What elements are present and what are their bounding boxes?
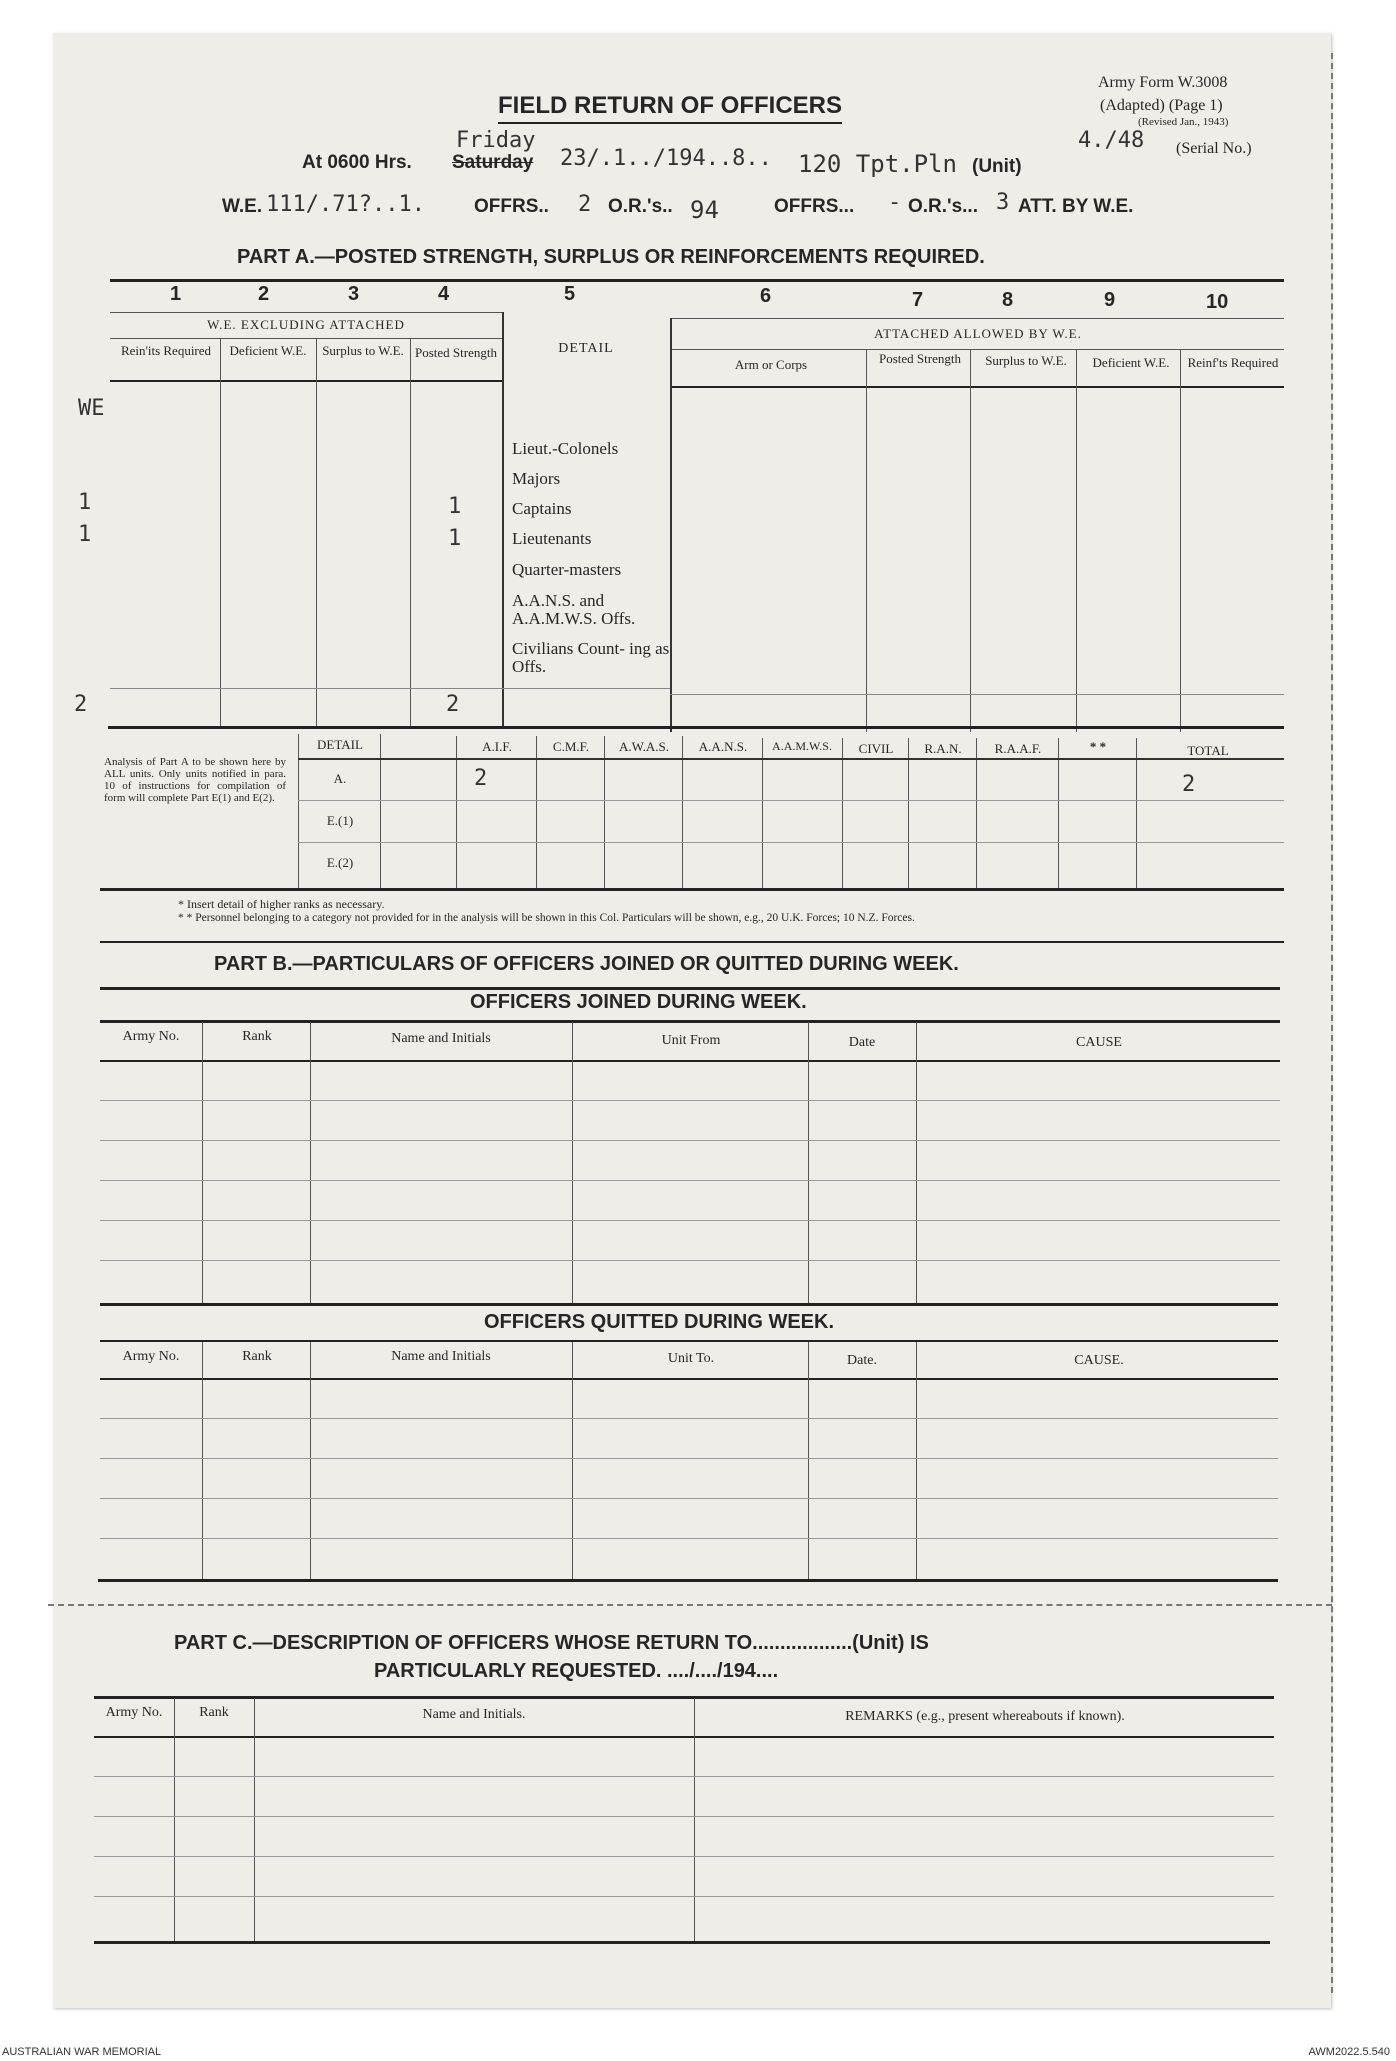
date-value: 23/.1../194..8.. <box>560 146 772 171</box>
rule <box>100 1140 1280 1141</box>
rank-quarter-masters: Quarter-masters <box>512 560 622 579</box>
analysis-total-a-value: 2 <box>1182 772 1196 797</box>
analysis-row-e1: E.(1) <box>326 813 354 828</box>
rule <box>410 338 411 728</box>
rule <box>100 1220 1280 1221</box>
analysis-col-detail: DETAIL <box>317 737 363 752</box>
rank-lieutenants: Lieutenants <box>512 529 592 548</box>
analysis-col-awas: A.W.A.S. <box>618 739 670 754</box>
col-number: 2 <box>258 283 270 305</box>
rule <box>916 1022 917 1304</box>
rule <box>110 688 670 689</box>
col-number: 3 <box>348 283 360 305</box>
rule <box>670 694 1284 695</box>
analysis-note: Analysis of Part A to be shown here by ALL units. Only units notified in para. 10 of instructions for compilation of form will complete Part E(1) and E(2). <box>104 756 286 804</box>
rule <box>1076 349 1077 732</box>
rule <box>100 1340 1278 1342</box>
form-title: FIELD RETURN OF OFFICERS <box>498 92 842 124</box>
joined-col-cause: CAUSE <box>1076 1035 1122 1050</box>
analysis-col-cmf: C.M.F. <box>552 739 590 754</box>
header-deficient: Deficient W.E. <box>229 343 307 358</box>
analysis-col-aans: A.A.N.S. <box>698 739 748 754</box>
rule <box>310 1342 311 1580</box>
rule <box>174 1698 175 1942</box>
rank-majors: Majors <box>512 469 561 488</box>
rank-captains: Captains <box>512 499 572 518</box>
analysis-col-ran: R.A.N. <box>924 741 962 756</box>
rank-civilians: Civilians Count- ing as Offs. <box>512 639 670 676</box>
ors-att-value: 3 <box>996 190 1010 215</box>
rule <box>94 1736 1274 1738</box>
serial-value: 4./48 <box>1078 128 1145 153</box>
header-arm-corps: Arm or Corps <box>734 357 808 372</box>
ors-value: 94 <box>690 196 719 224</box>
rule <box>110 338 502 339</box>
rule <box>808 1342 809 1580</box>
rule <box>298 800 1284 801</box>
rule <box>100 1418 1278 1419</box>
part-c-col-remarks: REMARKS (e.g., present whereabouts if known). <box>845 1709 1125 1724</box>
day-struck: Saturday <box>452 152 534 173</box>
offrs-value: 2 <box>578 192 592 217</box>
rule <box>110 312 502 313</box>
col-number: 7 <box>912 289 924 311</box>
rule <box>100 1020 1280 1023</box>
col-number: 9 <box>1104 289 1116 311</box>
rule <box>672 318 1284 319</box>
rule <box>94 1941 1270 1944</box>
form-adapted: (Adapted) (Page 1) <box>1100 97 1223 114</box>
rule <box>908 738 909 890</box>
analysis-col-total: TOTAL <box>1187 743 1229 758</box>
quitted-col-unit-to: Unit To. <box>667 1351 715 1366</box>
we-label: W.E. <box>222 196 263 217</box>
rule <box>202 1342 203 1580</box>
reinfts-total-value: 2 <box>74 692 88 717</box>
footnote-2: * * Personnel belonging to a category not provided for in the analysis will be shown in this Col. Particulars will be shown, e.g., 20 U.K. Forces; 10 N.Z. Forces. <box>178 912 915 924</box>
col-number: 10 <box>1206 291 1229 313</box>
analysis-col-other: * * <box>1089 739 1107 754</box>
part-c-col-name: Name and Initials. <box>422 1707 526 1722</box>
rule <box>310 1022 311 1304</box>
quitted-col-name: Name and Initials <box>391 1349 491 1364</box>
at-hours-label: At 0600 Hrs. <box>302 152 412 173</box>
rule <box>100 1498 1278 1499</box>
header-posted-att: Posted Strength <box>879 351 961 366</box>
quitted-col-army-no: Army No. <box>122 1349 180 1364</box>
col-number: 6 <box>760 285 772 307</box>
rule <box>970 349 971 732</box>
rule <box>100 1378 1278 1380</box>
rule <box>94 1896 1274 1897</box>
rule <box>100 987 1280 990</box>
rule <box>298 842 1284 843</box>
rule <box>672 386 1284 388</box>
part-a-title: PART A.—POSTED STRENGTH, SURPLUS OR REINFORCEMENTS REQUIRED. <box>237 246 985 268</box>
captains-reinfts-value: 1 <box>78 490 92 515</box>
rule <box>1136 738 1137 890</box>
rule <box>694 1698 695 1942</box>
rule <box>98 1579 1278 1582</box>
rule <box>808 1022 809 1304</box>
header-reinfts: Rein'its Required <box>120 343 212 358</box>
rule <box>100 1260 1280 1261</box>
joined-col-army-no: Army No. <box>122 1029 180 1044</box>
col-number: 8 <box>1002 289 1014 311</box>
part-b-title: PART B.—PARTICULARS OF OFFICERS JOINED OR QUITTED DURING WEEK. <box>214 953 959 975</box>
header-surplus-att: Surplus to W.E. <box>985 353 1067 368</box>
header-surplus: Surplus to W.E. <box>322 343 404 358</box>
rule <box>672 349 1284 350</box>
analysis-row-e2: E.(2) <box>326 855 354 870</box>
header-reinfts-att: Reinf'ts Required <box>1187 355 1279 370</box>
rule <box>100 941 1284 943</box>
rule <box>502 312 504 726</box>
joined-col-rank: Rank <box>242 1029 272 1044</box>
offrs-label: OFFRS.. <box>474 196 549 217</box>
rule <box>298 758 1284 760</box>
part-c-title-line1: PART C.—DESCRIPTION OF OFFICERS WHOSE RETURN TO..................(Unit) IS <box>174 1632 929 1654</box>
header-deficient-att: Deficient W.E. <box>1092 355 1170 370</box>
lieutenants-posted-value: 1 <box>448 526 462 551</box>
rule <box>94 1816 1274 1817</box>
day-typed: Friday <box>456 128 536 153</box>
unit-value: 120 Tpt.Pln <box>798 150 957 178</box>
form-number: Army Form W.3008 <box>1098 74 1228 91</box>
header-posted: Posted Strength <box>415 345 497 360</box>
analysis-col-raaf: R.A.A.F. <box>994 741 1042 756</box>
lieutenants-reinfts-value: 1 <box>78 522 92 547</box>
form-revised: (Revised Jan., 1943) <box>1138 116 1229 128</box>
joined-col-unit-from: Unit From <box>661 1033 721 1048</box>
rule <box>100 1303 1278 1306</box>
rule <box>94 1776 1274 1777</box>
footer-accession: AWM2022.5.540 <box>1308 2046 1390 2058</box>
rule <box>100 888 1284 891</box>
part-c-title-line2: PARTICULARLY REQUESTED. ..../..../194.... <box>374 1660 779 1682</box>
quitted-title: OFFICERS QUITTED DURING WEEK. <box>484 1311 834 1333</box>
footnote-1: * Insert detail of higher ranks as necessary. <box>178 897 385 911</box>
offrs-att-label: OFFRS... <box>774 196 855 217</box>
rule <box>762 738 763 890</box>
rule <box>100 1458 1278 1459</box>
analysis-aif-a-value: 2 <box>474 766 488 791</box>
rule <box>94 1696 1274 1699</box>
rule <box>108 726 1284 729</box>
footer-credit: AUSTRALIAN WAR MEMORIAL <box>2 2046 162 2058</box>
analysis-col-civil: CIVIL <box>858 741 894 756</box>
rank-aans-aamws: A.A.N.S. and A.A.M.W.S. Offs. <box>512 591 636 628</box>
joined-title: OFFICERS JOINED DURING WEEK. <box>470 991 807 1013</box>
part-c-col-army-no: Army No. <box>105 1705 163 1720</box>
captains-posted-value: 1 <box>448 494 462 519</box>
quitted-col-date: Date. <box>847 1353 877 1368</box>
analysis-col-aif: A.I.F. <box>482 739 512 754</box>
rule <box>1058 738 1059 890</box>
rule <box>94 1856 1274 1857</box>
we-handwritten-mark: WE <box>78 396 105 421</box>
att-by-we-label: ATT. BY W.E. <box>1018 196 1134 217</box>
rule <box>254 1698 255 1942</box>
posted-total-value: 2 <box>446 692 460 717</box>
rule <box>220 338 221 728</box>
analysis-row-a: A. <box>333 771 347 786</box>
joined-col-date: Date <box>848 1035 876 1050</box>
rule <box>100 1100 1280 1101</box>
serial-label: (Serial No.) <box>1176 140 1252 157</box>
rule <box>110 380 502 382</box>
part-c-col-rank: Rank <box>199 1705 229 1720</box>
ors-label: O.R.'s.. <box>608 196 673 217</box>
rule <box>100 1180 1280 1181</box>
rank-lieut-colonels: Lieut.-Colonels <box>512 439 619 458</box>
rule <box>916 1342 917 1580</box>
rule <box>1180 349 1181 732</box>
unit-label: (Unit) <box>972 156 1022 177</box>
we-value: 111/.71?..1. <box>266 192 425 217</box>
quitted-col-cause: CAUSE. <box>1074 1353 1124 1368</box>
offrs-att-value: - <box>888 190 902 215</box>
joined-col-name: Name and Initials <box>391 1031 491 1046</box>
rule <box>976 738 977 890</box>
header-detail: DETAIL <box>558 341 614 356</box>
analysis-col-aamws: A.A.M.W.S. <box>772 739 832 753</box>
rule <box>572 1342 573 1580</box>
tear-line <box>48 1604 1332 1606</box>
rule <box>202 1022 203 1304</box>
rule <box>866 349 867 732</box>
rule <box>572 1022 573 1304</box>
perforation-edge <box>1331 53 1333 1993</box>
part-a-top-rule <box>110 279 1284 282</box>
group-header-right: ATTACHED ALLOWED BY W.E. <box>874 326 1082 341</box>
col-number: 1 <box>170 283 182 305</box>
ors-att-label: O.R.'s... <box>908 196 978 217</box>
quitted-col-rank: Rank <box>242 1349 272 1364</box>
col-number: 5 <box>564 283 576 305</box>
rule <box>100 1538 1278 1539</box>
group-header-left: W.E. EXCLUDING ATTACHED <box>207 317 405 332</box>
rule <box>842 738 843 890</box>
rule <box>316 338 317 728</box>
rule <box>100 1060 1280 1062</box>
col-number: 4 <box>438 283 450 305</box>
